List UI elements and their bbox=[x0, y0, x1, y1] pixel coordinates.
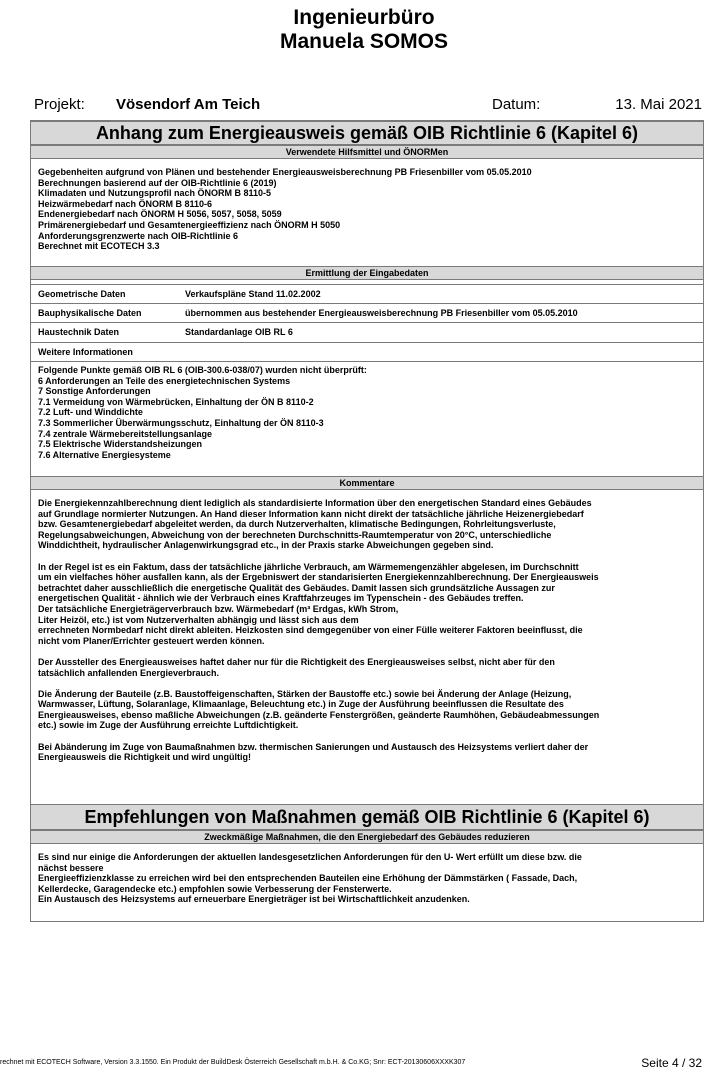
comment-paragraph bbox=[38, 498, 698, 551]
further-info-label: Weitere Informationen bbox=[38, 347, 133, 357]
input-row-label: Haustechnik Daten bbox=[38, 327, 120, 337]
input-row-label: Bauphysikalische Daten bbox=[38, 308, 142, 318]
tools-line: Heizwärmebedarf nach ÖNORM B 8110-6 bbox=[38, 198, 213, 209]
comment-line: Bei Abänderung im Zuge von Baumaßnahmen bzw. thermischen Sanierungen und Austausch des Heizsystems verliert daher der bbox=[38, 741, 589, 752]
comment-line: Energieausweis die Richtigkeit und wird ungültig! bbox=[38, 752, 252, 763]
input-data-heading: Ermittlung der Eingabedaten bbox=[31, 266, 703, 280]
unchecked-item-line: 7 Sonstige Anforderungen bbox=[38, 386, 151, 397]
comment-line: um ein vielfaches höher ausfallen kann, als der Ergebniswert der standarisierten Energiekennzahlberechnung. Der Energieausweis bbox=[38, 572, 599, 583]
input-row-value: übernommen aus bestehender Energieausweisberechnung PB Friesenbiller vom 05.05.2010 bbox=[185, 308, 578, 318]
comment-line: betrachtet daher ausschließlich die energetische Qualität des Gebäudes. Damit lassen sich grundsätzliche Aussagen zur bbox=[38, 582, 555, 593]
recommendations-text bbox=[38, 852, 698, 905]
comment-line: tatsächlich anfallenden Energieverbrauch. bbox=[38, 667, 220, 678]
project-label: Projekt: bbox=[34, 96, 85, 113]
comment-line: Die Energiekennzahlberechnung dient lediglich als standardisierte Information über den energetischen Standard eines Gebäudes bbox=[38, 498, 592, 508]
comment-line: etc.) sowie im Zuge der Ausführung erreichte Luftdichtigkeit. bbox=[38, 720, 299, 731]
comment-line: Regelungsabweichungen, Abweichung von der berechneten Durchschnitts-Raumtemperatur von 20°C, unterschiedliche bbox=[38, 529, 552, 540]
recommendation-line: Ein Austausch des Heizsystems auf erneuerbare Energieträger ist bei Wirtschaftlichkeit anzudenken. bbox=[38, 894, 470, 905]
project-name: Vösendorf Am Teich bbox=[116, 96, 261, 113]
unchecked-item-line: 7.1 Vermeidung von Wärmebrücken, Einhaltung der ÖN B 8110-2 bbox=[38, 396, 314, 407]
footer-software-note: rechnet mit ECOTECH Software, Version 3.3.1550. Ein Produkt der BuildDesk Österreich Gesellschaft m.b.H. & Co.KG; Snr: ECT-20130606XXXK307 bbox=[0, 1059, 466, 1066]
comment-line: Die Änderung der Bauteile (z.B. Baustoffeigenschaften, Stärken der Baustoffe etc.) sowie bei Änderung der Anlage (Heizung, bbox=[38, 688, 572, 699]
tools-line: Primärenergiebedarf und Gesamtenergieeffizienz nach ÖNORM H 5050 bbox=[38, 219, 341, 230]
comment-line: nicht vom Planer/Errichter gesteuert werden können. bbox=[38, 635, 265, 646]
tools-line: Klimadaten und Nutzungsprofil nach ÖNORM B 8110-5 bbox=[38, 188, 272, 199]
office-name-line1: Ingenieurbüro bbox=[293, 6, 435, 29]
comment-line: energetischen Qualität - ähnlich wie der Verbrauch eines Kraftfahrzeuges im Typenschein - des Gebäudes treffen. bbox=[38, 593, 524, 604]
divider bbox=[31, 361, 703, 362]
tools-line: Endenergiebedarf nach ÖNORM H 5056, 5057, 5058, 5059 bbox=[38, 209, 282, 220]
unchecked-item-line: 7.3 Sommerlicher Überwärmungsschutz, Einhaltung der ÖN 8110-3 bbox=[38, 417, 324, 428]
recommendations-title: Empfehlungen von Maßnahmen gemäß OIB Richtlinie 6 (Kapitel 6) bbox=[31, 804, 703, 830]
comment-line: Der tatsächliche Energieträgerverbrauch bzw. Wärmebedarf (m³ Erdgas, kWh Strom, bbox=[38, 603, 399, 614]
office-name-line2: Manuela SOMOS bbox=[279, 30, 449, 53]
tools-line: Berechnet mit ECOTECH 3.3 bbox=[38, 241, 160, 252]
recommendation-line: Es sind nur einige die Anforderungen der aktuellen landesgesetzlichen Anforderungen für den U- Wert erfüllt um diese bzw. die bbox=[38, 852, 582, 862]
recommendations-heading: Zweckmäßige Maßnahmen, die den Energiebedarf des Gebäudes reduzieren bbox=[31, 830, 703, 844]
input-row-geometry bbox=[31, 284, 703, 303]
date-value: 13. Mai 2021 bbox=[615, 96, 702, 113]
comment-paragraph bbox=[38, 689, 698, 731]
tools-line: Anforderungsgrenzwerte nach OIB-Richtlinie 6 bbox=[38, 230, 239, 241]
tools-line: Berechnungen basierend auf der OIB-Richtlinie 6 (2019) bbox=[38, 177, 277, 188]
unchecked-item-line: 7.4 zentrale Wärmebereitstellungsanlage bbox=[38, 428, 213, 439]
unchecked-item-line: Folgende Punkte gemäß OIB RL 6 (OIB-300.6-038/07) wurden nicht überprüft: bbox=[38, 365, 367, 375]
comment-paragraph bbox=[38, 562, 698, 647]
further-info-row bbox=[31, 342, 703, 361]
comment-line: Warmwasser, Lüftung, Solaranlage, Klimaanlage, Beleuchtung etc.) in Zuge der Ausführung beeinflussen die Resultate des bbox=[38, 699, 564, 710]
unchecked-item-line: 7.6 Alternative Energiesysteme bbox=[38, 449, 171, 460]
input-row-value: Verkaufspläne Stand 11.02.2002 bbox=[185, 289, 321, 299]
comment-line: In der Regel ist es ein Faktum, dass der tatsächliche jährliche Verbrauch, am Wärmemengenzähler abgelesen, im Durchschnitt bbox=[38, 561, 579, 572]
date-label: Datum: bbox=[492, 96, 541, 113]
comment-paragraph bbox=[38, 742, 698, 763]
input-row-building-physics bbox=[31, 303, 703, 322]
input-row-label: Geometrische Daten bbox=[38, 289, 126, 299]
unchecked-items-list bbox=[38, 365, 698, 460]
comments-text bbox=[38, 498, 698, 763]
comment-line: Energieausweises, ebenso maßliche Abweichungen (z.B. geänderte Fenstergrößen, geänderte Raumhöhen, Gebäudeabmessungen bbox=[38, 709, 600, 720]
comment-paragraph bbox=[38, 657, 698, 678]
input-row-building-services bbox=[31, 322, 703, 341]
comment-line: errechneten Normbedarf nicht direkt ableiten. Heizkosten sind demgegenüber von einer Fülle weiterer Faktoren beeinflusst, die bbox=[38, 625, 583, 636]
footer bbox=[0, 1056, 728, 1070]
recommendation-line: Kellerdecke, Garagendecke etc.) empfohlen sowie Verbesserung der Fensterwerte. bbox=[38, 883, 392, 894]
unchecked-item-line: 7.5 Elektrische Widerstandsheizungen bbox=[38, 439, 202, 450]
recommendation-line: Energieeffizienzklasse zu erreichen wird bei den entsprechenden Bauteilen eine Erhöhung der Dämmstärken ( Fassade, Dach, bbox=[38, 873, 578, 884]
comments-heading: Kommentare bbox=[31, 476, 703, 490]
comment-line: Liter Heizöl, etc.) ist vom Nutzerverhalten abhängig und lässt sich aus dem bbox=[38, 614, 359, 625]
page-number: Seite 4 / 32 bbox=[641, 1056, 702, 1070]
tools-line: Gegebenheiten aufgrund von Plänen und bestehender Energieausweisberechnung PB Friesenbiller vom 05.05.2010 bbox=[38, 167, 532, 177]
tools-list bbox=[38, 167, 698, 252]
comment-line: Der Aussteller des Energieausweises haftet daher nur für die Richtigkeit des Energieausweises selbst, nicht aber für den bbox=[38, 656, 555, 667]
comment-line: Winddichtheit, hydraulischer Anlagenwirkungsgrad etc., in der Praxis starke Abweichungen gegeben sind. bbox=[38, 540, 494, 551]
input-row-value: Standardanlage OIB RL 6 bbox=[185, 327, 293, 337]
office-name bbox=[0, 6, 728, 54]
unchecked-item-line: 6 Anforderungen an Teile des energietechnischen Systems bbox=[38, 375, 291, 386]
tools-heading: Verwendete Hilfsmittel und ÖNORMen bbox=[31, 145, 703, 159]
unchecked-item-line: 7.2 Luft- und Winddichte bbox=[38, 407, 143, 418]
appendix-title: Anhang zum Energieausweis gemäß OIB Richtlinie 6 (Kapitel 6) bbox=[31, 121, 703, 145]
comment-line: auf Grundlage normierter Nutzungen. An Hand dieser Information kann nicht direkt der tatsächliche jährliche Heizenergiebedarf bbox=[38, 508, 584, 519]
recommendation-line: nächst bessere bbox=[38, 862, 104, 873]
project-row bbox=[34, 95, 702, 115]
comment-line: bzw. Gesamtenergiebedarf abgeleitet werden, da durch Nutzerverhalten, klimatische Bedingungen, Rohrleitungsverluste, bbox=[38, 519, 556, 530]
